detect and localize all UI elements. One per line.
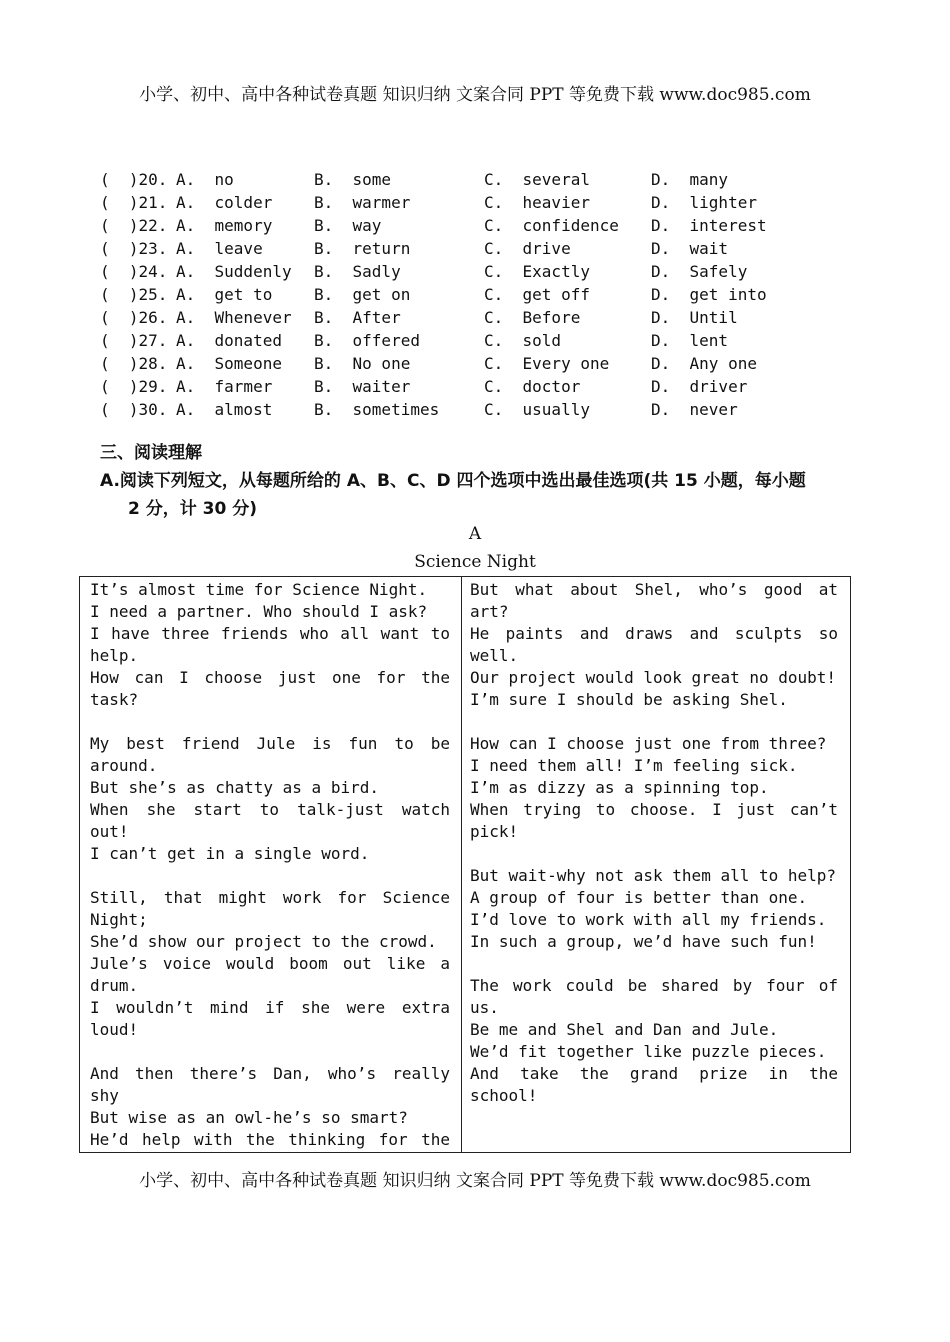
poem-line: Still, that might work for Science — [90, 888, 450, 907]
option-c: C. several — [484, 170, 590, 189]
poem-line: us. — [470, 998, 499, 1017]
poem-line: He paints and draws and sculpts so — [470, 624, 838, 643]
option-b: B. return — [314, 239, 411, 258]
poem-line: I’m sure I should be asking Shel. — [470, 690, 788, 709]
option-c: C. confidence — [484, 216, 619, 235]
option-c: C. sold — [484, 331, 562, 350]
poem-line — [470, 953, 838, 975]
option-a: A. almost — [176, 400, 273, 419]
poem-right-column — [470, 579, 838, 1107]
poem-line: The work could be shared by four of — [470, 976, 838, 995]
option-d: D. lent — [651, 331, 729, 350]
poem-line: well. — [470, 646, 519, 665]
option-d: D. interest — [651, 216, 767, 235]
question-number: ( )27. — [100, 331, 168, 350]
poem-line: And take the grand prize in the — [470, 1064, 838, 1083]
question-number: ( )22. — [100, 216, 168, 235]
poem-line: I need a partner. Who should I ask? — [90, 602, 428, 621]
poem-line: art? — [470, 602, 509, 621]
option-a: A. donated — [176, 331, 282, 350]
option-d: D. wait — [651, 239, 729, 258]
option-b: B. way — [314, 216, 382, 235]
poem-line: school! — [470, 1086, 538, 1105]
option-c: C. Every one — [484, 354, 610, 373]
option-b: B. After — [314, 308, 401, 327]
poem-line: I’d love to work with all my friends. — [470, 910, 827, 929]
poem-line: I’m as dizzy as a spinning top. — [470, 778, 769, 797]
poem-line: When trying to choose. I just can’t — [470, 800, 838, 819]
poem-line: But she’s as chatty as a bird. — [90, 778, 379, 797]
option-d: D. Until — [651, 308, 738, 327]
section-title: 三、阅读理解 — [100, 443, 202, 463]
poem-line — [470, 843, 838, 865]
poem-line: A group of four is better than one. — [470, 888, 808, 907]
option-b: B. Sadly — [314, 262, 401, 281]
option-b: B. offered — [314, 331, 420, 350]
option-a: A. get to — [176, 285, 273, 304]
option-a: A. no — [176, 170, 234, 189]
option-b: B. sometimes — [314, 400, 440, 419]
option-d: D. lighter — [651, 193, 757, 212]
poem-line: How can I choose just one for the — [90, 668, 450, 687]
option-a: A. farmer — [176, 377, 273, 396]
poem-line: I can’t get in a single word. — [90, 844, 370, 863]
option-c: C. drive — [484, 239, 571, 258]
option-a: A. memory — [176, 216, 273, 235]
poem-line: My best friend Jule is fun to be — [90, 734, 450, 753]
instruction-line-2: 2 分，计 30 分) — [128, 499, 258, 519]
poem-line: I need them all! I’m feeling sick. — [470, 756, 798, 775]
poem-line: pick! — [470, 822, 519, 841]
poem-line: But wise as an owl-he’s so smart? — [90, 1108, 408, 1127]
page-footer: 小学、初中、高中各种试卷真题 知识归纳 文案合同 PPT 等免费下载 www.doc985.com — [139, 1171, 811, 1191]
option-c: C. usually — [484, 400, 590, 419]
poem-line: help. — [90, 646, 139, 665]
option-a: A. leave — [176, 239, 263, 258]
option-d: D. Safely — [651, 262, 748, 281]
section-instruction — [100, 467, 860, 523]
poem-line: I wouldn’t mind if she were extra — [90, 998, 450, 1017]
option-d: D. many — [651, 170, 729, 189]
poem-line: How can I choose just one from three? — [470, 734, 827, 753]
passage-letter: A — [468, 524, 482, 544]
option-a: A. Suddenly — [176, 262, 292, 281]
option-d: D. never — [651, 400, 738, 419]
poem-table — [79, 576, 851, 1153]
option-b: B. waiter — [314, 377, 411, 396]
poem-line: Night; — [90, 910, 148, 929]
question-number: ( )25. — [100, 285, 168, 304]
option-c: C. Before — [484, 308, 581, 327]
poem-line: In such a group, we’d have such fun! — [470, 932, 817, 951]
question-number: ( )20. — [100, 170, 168, 189]
question-number: ( )21. — [100, 193, 168, 212]
option-c: C. heavier — [484, 193, 590, 212]
page-header: 小学、初中、高中各种试卷真题 知识归纳 文案合同 PPT 等免费下载 www.doc985.com — [139, 85, 811, 105]
question-number: ( )30. — [100, 400, 168, 419]
option-d: D. driver — [651, 377, 748, 396]
option-c: C. Exactly — [484, 262, 590, 281]
poem-line: But wait-why not ask them all to help? — [470, 866, 837, 885]
question-number: ( )28. — [100, 354, 168, 373]
poem-line: Our project would look great no doubt! — [470, 668, 837, 687]
question-number: ( )23. — [100, 239, 168, 258]
poem-line: shy — [90, 1086, 119, 1105]
poem-line: Be me and Shel and Dan and Jule. — [470, 1020, 779, 1039]
poem-line: It’s almost time for Science Night. — [90, 580, 428, 599]
poem-line: And then there’s Dan, who’s really — [90, 1064, 450, 1083]
poem-line: He’d help with the thinking for the — [90, 1130, 450, 1149]
poem-line: I have three friends who all want to — [90, 624, 450, 643]
question-number: ( )29. — [100, 377, 168, 396]
poem-line: loud! — [90, 1020, 139, 1039]
option-d: D. Any one — [651, 354, 757, 373]
option-b: B. some — [314, 170, 392, 189]
option-d: D. get into — [651, 285, 767, 304]
poem-left-column — [90, 579, 450, 1149]
poem-line: Jule’s voice would boom out like a — [90, 954, 450, 973]
passage-title: Science Night — [414, 552, 536, 572]
poem-line: around. — [90, 756, 158, 775]
option-c: C. get off — [484, 285, 590, 304]
poem-line — [90, 1041, 450, 1063]
poem-line: She’d show our project to the crowd. — [90, 932, 437, 951]
option-a: A. Whenever — [176, 308, 292, 327]
poem-line: When she start to talk-just watch — [90, 800, 450, 819]
instruction-line-1: A.阅读下列短文，从每题所给的 A、B、C、D 四个选项中选出最佳选项(共 15 小题，每小题 — [100, 471, 806, 491]
option-c: C. doctor — [484, 377, 581, 396]
poem-line: drum. — [90, 976, 139, 995]
option-a: A. colder — [176, 193, 273, 212]
question-number: ( )26. — [100, 308, 168, 327]
option-b: B. warmer — [314, 193, 411, 212]
option-b: B. No one — [314, 354, 411, 373]
poem-line: task? — [90, 690, 139, 709]
poem-line — [90, 865, 450, 887]
poem-line: But what about Shel, who’s good at — [470, 580, 838, 599]
poem-line: out! — [90, 822, 129, 841]
poem-line — [90, 711, 450, 733]
question-number: ( )24. — [100, 262, 168, 281]
poem-line: We’d fit together like puzzle pieces. — [470, 1042, 827, 1061]
option-a: A. Someone — [176, 354, 282, 373]
option-b: B. get on — [314, 285, 411, 304]
column-divider — [461, 577, 462, 1152]
poem-line — [470, 711, 838, 733]
